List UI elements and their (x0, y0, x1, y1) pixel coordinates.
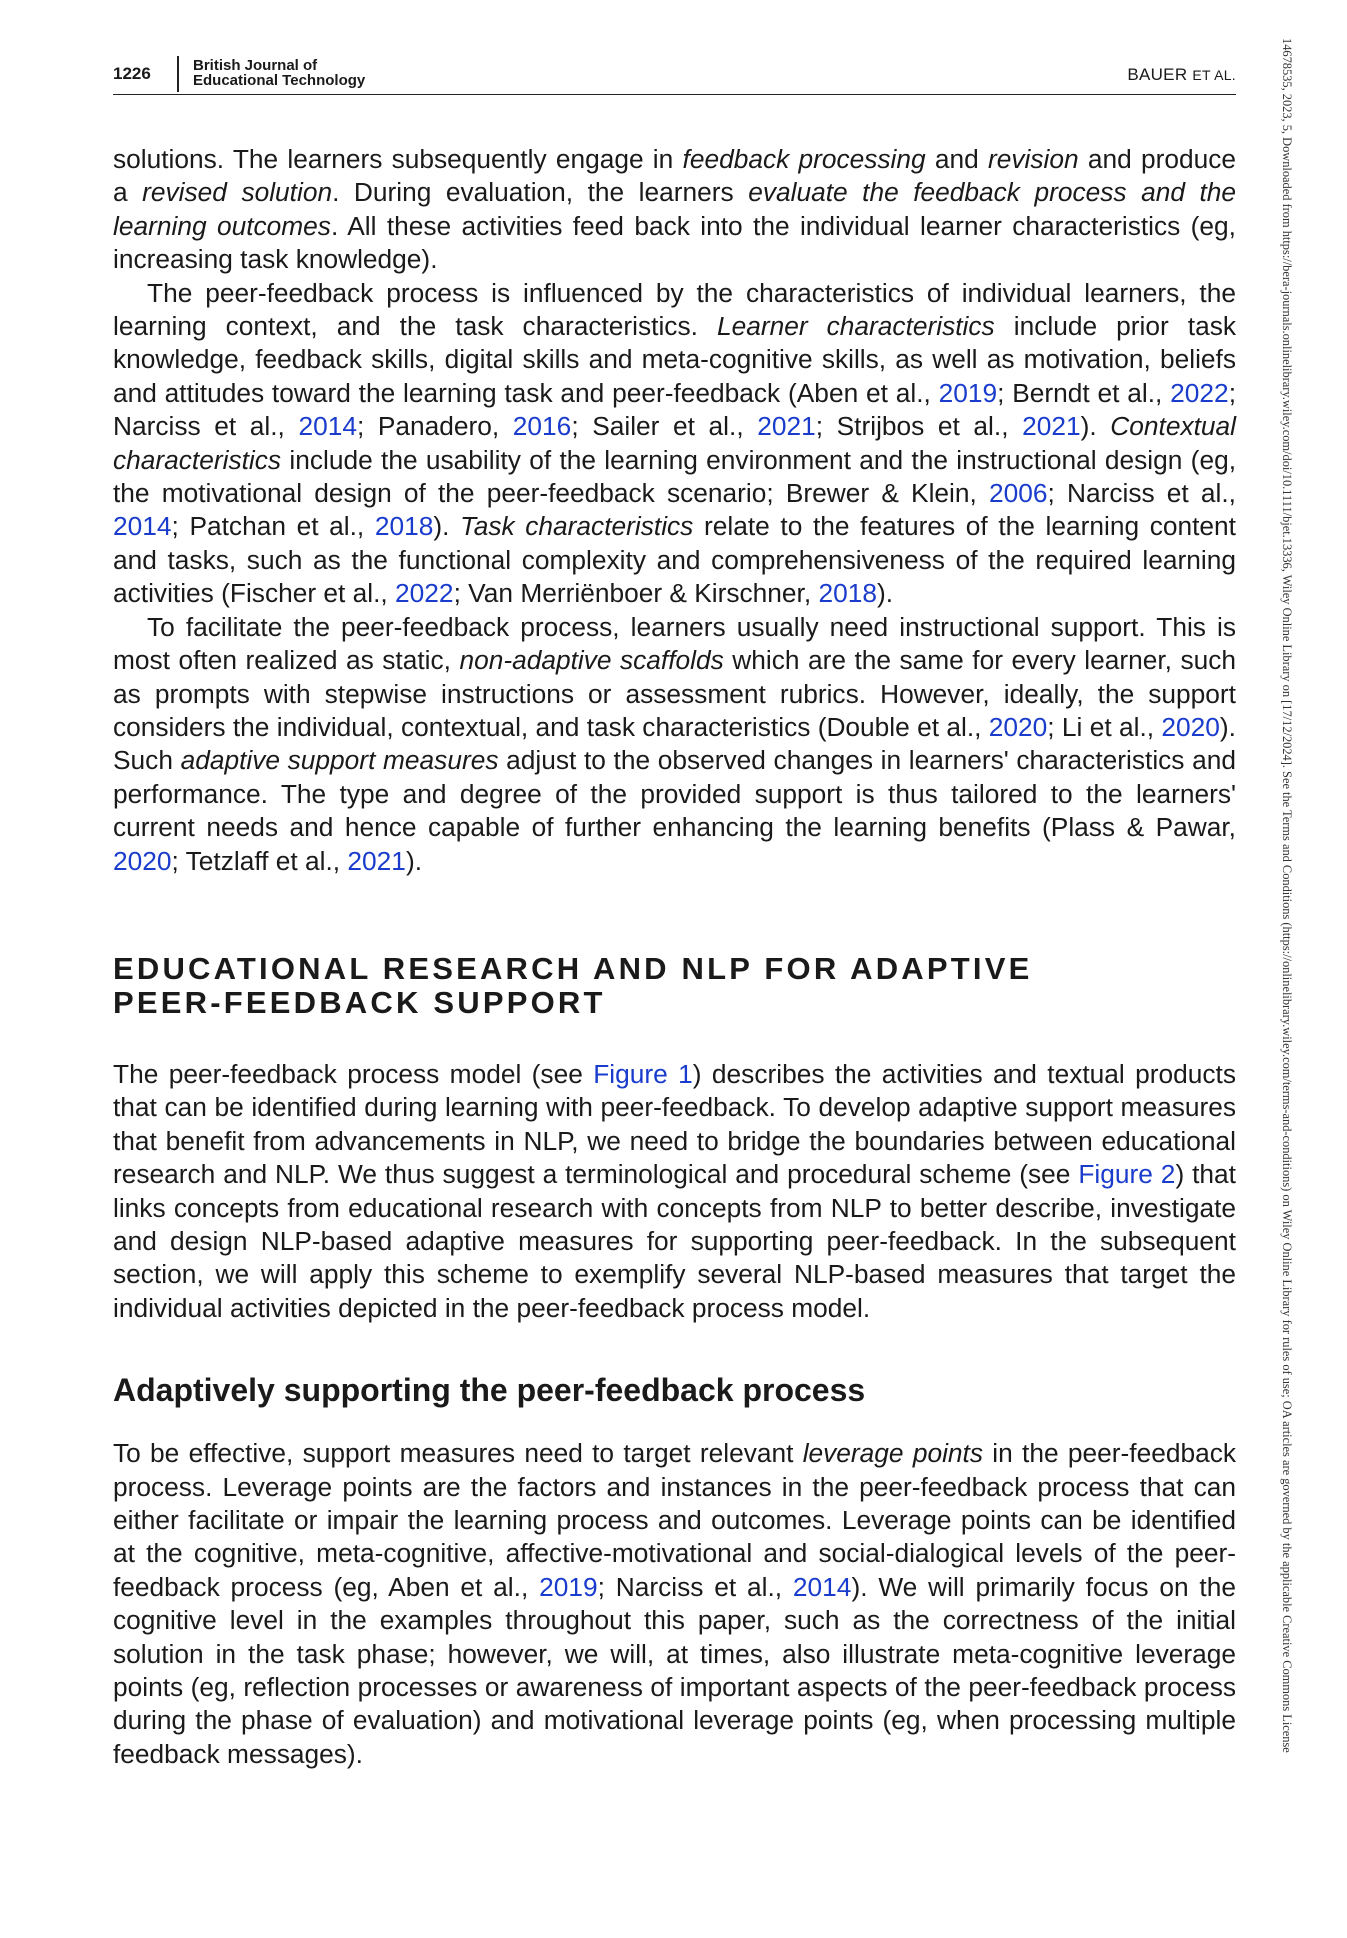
emphasis: Task characteristics (460, 511, 694, 542)
running-author (1127, 65, 1236, 85)
page-header (113, 56, 1236, 95)
article-body (113, 143, 1236, 1771)
citation-link[interactable]: 2014 (298, 411, 357, 442)
page-number: 1226 (113, 64, 151, 83)
section-heading-line-2: PEER-FEEDBACK SUPPORT (113, 984, 606, 1020)
citation-link[interactable]: 2021 (757, 411, 816, 442)
citation-link[interactable]: 2014 (113, 511, 172, 542)
running-author-etal: ET AL. (1192, 67, 1236, 83)
download-side-note: 14678535, 2023, 5, Downloaded from https://bera-journals.onlinelibrary.wiley.com/doi/10.1111/bjet.13336, Wiley Online Library on [17/12/2024]. See the Terms and Conditions (https://onlinelibrary.wiley.com/terms-and-conditions) on Wiley Online Library for rules of use; OA articles are governed by the applicable Creative Commons License (1280, 38, 1294, 1753)
paragraph-2: The peer-feedback process is influenced by the characteristics of individual learners, the learning context, and the task characteristics. Learner characteristics include prior task knowledge, feedback skills, digital skills and meta-cognitive skills, as well as motivation, beliefs and attitudes toward the learning task and peer-feedback (Aben et al., 2019; Berndt et al., 2022; Narciss et al., 2014; Panadero, 2016; Sailer et al., 2021; Strijbos et al., 2021). Contextual characteristics include the usability of the learning environment and the instructional design (eg, the motivational design of the peer-feedback scenario; Brewer & Klein, 2006; Narciss et al., 2014; Patchan et al., 2018). Task characteristics relate to the features of the learning content and tasks, such as the functional complexity and comprehensiveness of the required learning activities (Fischer et al., 2022; Van Merriënboer & Kirschner, 2018). (113, 277, 1237, 609)
journal-title (193, 58, 365, 88)
figure-link[interactable]: Figure 2 (1078, 1159, 1176, 1190)
journal-title-line-1: British Journal of (193, 57, 318, 74)
emphasis: Learner characteristics (716, 311, 995, 342)
emphasis: Contextual characteristics (113, 411, 1236, 475)
paragraph-5: To be effective, support measures need to target relevant leverage points in the peer-feedback process. Leverage points are the factors and instances in the peer-feedback process that can either facilitate or impair the learning process and outcomes. Leverage points can be identified at the cognitive, meta-cognitive, affective-motivational and social-dialogical levels of the peer-feedback process (eg, Aben et al., 2019; Narciss et al., 2014). We will primarily focus on the cognitive level in the examples throughout this paper, such as the correctness of the initial solution in the task phase; however, we will, at times, also illustrate meta-cognitive leverage points (eg, reflection processes or awareness of important aspects of the peer-feedback process during the phase of evaluation) and motivational leverage points (eg, when processing multiple feedback messages). (113, 1438, 1236, 1769)
paragraph-3: To facilitate the peer-feedback process, learners usually need instructional support. This is most often realized as static, non-adaptive scaffolds which are the same for every learner, such as prompts with stepwise instructions or assessment rubrics. However, ideally, the support considers the individual, contextual, and task characteristics (Double et al., 2020; Li et al., 2020). Such adaptive support measures adjust to the observed changes in learners' characteristics and performance. The type and degree of the provided support is thus tailored to the learners' current needs and hence capable of further enhancing the learning benefits (Plass & Pawar, 2020; Tetzlaff et al., 2021). (113, 611, 1236, 876)
citation-link[interactable]: 2014 (792, 1571, 852, 1602)
subsection-heading: Adaptively supporting the peer-feedback process (113, 1372, 866, 1409)
citation-link[interactable]: 2019 (539, 1571, 598, 1602)
paragraph-4: The peer-feedback process model (see Figure 1) describes the activities and textual products that can be identified during learning with peer-feedback. To develop adaptive support measures that benefit from advancements in NLP, we need to bridge the boundaries between educational research and NLP. We thus suggest a terminological and procedural scheme (see Figure 2) that links concepts from educational research with concepts from NLP to better describe, investigate and design NLP-based adaptive measures for supporting peer-feedback. In the subsequent section, we will apply this scheme to exemplify several NLP-based measures that target the individual activities depicted in the peer-feedback process model. (113, 1058, 1236, 1323)
journal-title-line-2: Educational Technology (193, 72, 366, 89)
running-author-name: BAUER (1127, 65, 1193, 84)
header-divider (177, 56, 179, 92)
emphasis: adaptive support measures (180, 745, 499, 776)
emphasis: non-adaptive scaffolds (459, 645, 724, 676)
citation-link[interactable]: 2018 (818, 578, 877, 609)
citation-link[interactable]: 2021 (347, 845, 406, 876)
citation-link[interactable]: 2020 (113, 845, 172, 876)
figure-link[interactable]: Figure 1 (593, 1058, 693, 1089)
citation-link[interactable]: 2016 (512, 411, 572, 442)
citation-link[interactable]: 2006 (988, 478, 1048, 509)
emphasis: feedback processing (682, 144, 926, 174)
citation-link[interactable]: 2020 (988, 711, 1048, 742)
citation-link[interactable]: 2021 (1022, 411, 1081, 442)
citation-link[interactable]: 2020 (1161, 711, 1220, 742)
citation-link[interactable]: 2022 (1170, 377, 1229, 408)
emphasis: revised solution (142, 177, 333, 208)
citation-link[interactable]: 2018 (374, 511, 434, 542)
emphasis: revision (988, 144, 1079, 174)
section-heading (113, 952, 1113, 1020)
emphasis: leverage points (802, 1438, 984, 1469)
section-heading-line-1: EDUCATIONAL RESEARCH AND NLP FOR ADAPTIVE (113, 950, 1033, 986)
citation-link[interactable]: 2019 (938, 377, 998, 408)
citation-link[interactable]: 2022 (395, 578, 454, 609)
emphasis: evaluate the feedback process and the learning outcomes (113, 177, 1237, 241)
paragraph-1: solutions. The learners subsequently engage in feedback processing and revision and produce a revised solution. During evaluation, the learners evaluate the feedback process and the learning outcomes. All these activities feed back into the individual learner characteristics (eg, increasing task knowledge). (113, 144, 1237, 275)
